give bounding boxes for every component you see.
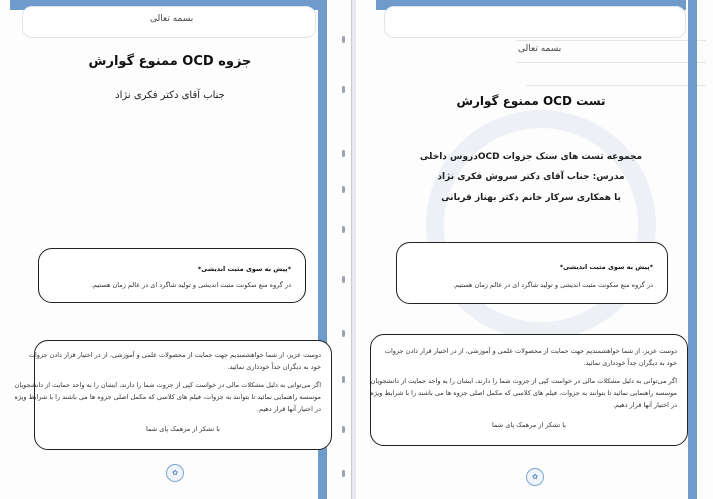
binding-hole	[342, 186, 345, 193]
binding-hole	[342, 276, 345, 283]
positive-thinking-box	[38, 248, 306, 303]
binding-hole	[342, 470, 345, 477]
info-line: مجموعه تست های ستک جزوات OCDدروس داخلی	[419, 152, 643, 162]
right-page	[356, 0, 713, 499]
notice-line: خود به دیگران جداً خودداری نمائید.	[227, 363, 321, 371]
right-blue-border	[688, 0, 697, 499]
positive-thinking-box	[396, 242, 668, 304]
notice-line: دوست عزیز، از شما خواهشمندیم جهت حمایت از محصولات علمی و آموزشی، از در اختیار قرار دادن جزوات	[384, 347, 677, 355]
logo-icon: ✿	[166, 464, 184, 482]
binding-hole	[342, 426, 345, 433]
header-label: بسمه تعالی	[518, 44, 562, 54]
notice-line: اگر می‌توانی به دلیل مشکلات مالی در خواست کپی از جزوت شما را دارند، ایشان را به واحد حمایت از دانشجویان	[370, 377, 677, 385]
watermark-logo	[426, 110, 656, 340]
header-label: بسمه تعالی	[150, 14, 194, 24]
binding-hole	[342, 330, 345, 337]
notice-line: دوست عزیز، از شما خواهشمندیم جهت حمایت از محصولات علمی و آموزشی، از در اختیار قرار دادن جزوات	[28, 351, 321, 359]
page-title: جزوه OCD ممنوع گوارش	[88, 54, 252, 69]
faint-line	[516, 40, 706, 41]
notice-line: در اختیار آنها قرار دهیم.	[612, 401, 677, 409]
notice-line: موسسه راهنمایی نمائید تا بتوانند به جزوات، فیلم های کلاسی که مکمل اصلی جزوه ها می باشند را با شرایط ویژه	[370, 389, 677, 397]
left-page	[0, 0, 352, 499]
box-heading: *پیش به سوی مثبت اندیشی*	[197, 265, 291, 273]
notice-box	[14, 340, 332, 450]
notice-line: در اختیار آنها قرار دهیم.	[256, 405, 321, 413]
notice-line: اگر می‌توانی به دلیل مشکلات مالی در خواست کپی از جزوت شما را دارند، ایشان را به واحد حمایت از دانشجویان	[14, 381, 321, 389]
info-line: با همکاری سرکار خانم دکتر بهناز قربانی	[441, 193, 621, 203]
notice-thanks: با تشکر از مرهمک پای شما	[146, 425, 220, 433]
binding-hole	[342, 86, 345, 93]
binding-hole	[342, 226, 345, 233]
binding-hole	[342, 36, 345, 43]
box-text: در گروه منع سکونت مثبت اندیشی و تولید شاگرد ای در عالم زمان هستیم.	[452, 281, 653, 289]
info-line: مدرس: جناب آقای دکتر سروش فکری نژاد	[437, 172, 625, 182]
box-text: در گروه منع سکونت مثبت اندیشی و تولید شاگرد ای در عالم زمان هستیم.	[90, 281, 291, 289]
header-panel	[384, 6, 686, 38]
faint-line	[516, 62, 706, 63]
notice-thanks: با تشکر از مرهمک پای شما	[492, 421, 566, 429]
faint-line	[526, 85, 706, 86]
page-subtitle: جناب آقای دکتر فکری نژاد	[115, 90, 225, 101]
notice-line: موسسه راهنمایی نمائید تا بتوانند به جزوات، فیلم های کلاسی که مکمل اصلی جزوه ها می باشند را با شرایط ویژه	[14, 393, 321, 401]
page-title: تست OCD ممنوع گوارش	[456, 94, 606, 108]
notice-line: خود به دیگران جداً خودداری نمائید.	[583, 359, 677, 367]
logo-icon: ✿	[526, 468, 544, 486]
box-heading: *پیش به سوی مثبت اندیشی*	[559, 263, 653, 271]
binding-hole	[342, 376, 345, 383]
binding-hole	[342, 150, 345, 157]
notice-box	[370, 334, 688, 446]
